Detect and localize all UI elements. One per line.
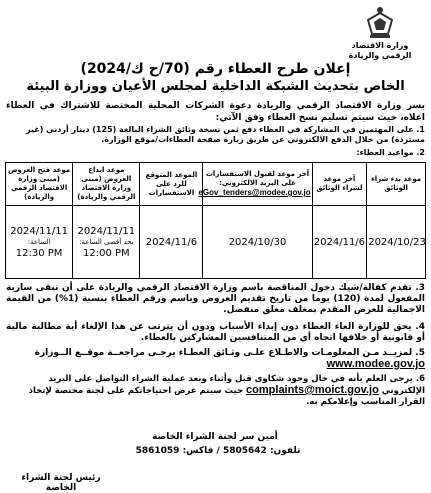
cell-reply-date: 2024/11/6 (140, 206, 203, 279)
cell-sale-start: 2024/10/23 (367, 206, 426, 279)
phone-number: 5805642 (222, 446, 267, 456)
header-opening: موعد فتح العروض (مبنى وزارة الاقتصاد الرقمي والريادة) (6, 163, 73, 206)
table-row (6, 206, 426, 279)
complaints-email-link[interactable]: complaints@moict.gov.jo (246, 384, 379, 396)
title-line2: الخاص بتحديث الشبكة الداخلية لمجلس الأعيان ووزارة البيئة (26, 79, 405, 94)
header-inquiry-deadline (198, 163, 312, 206)
item-6 (6, 374, 425, 408)
intro-paragraph: يسر وزارة الاقتصاد الرقمي والريادة دعوة الشركات المحلية المختصة للاشتراك في العطاء اعلاه، حيث سيتم تسليم نسخ العطاء وفق الآتي: (6, 101, 425, 123)
cell-opening (6, 206, 73, 279)
opening-date: 2024/11/11 (10, 225, 68, 237)
opening-note: الساعة: (27, 237, 51, 246)
header-inquiry-label: آخر موعد لقبول الاستفسارات على البريد الالكتروني: (205, 170, 310, 187)
phone-label: تلفون: (269, 446, 301, 456)
item-6-tail: حيث سيتم عرض احتياجاتكم على لجنة مختصة لإتخاذ القرار المناسب وإعلامكم به. (28, 386, 425, 407)
committee-chair-signature: رئيس لجنة الشراء الخاصة (21, 473, 101, 493)
announcement-title (10, 60, 421, 95)
cell-sale-end: 2024/11/6 (312, 206, 367, 279)
crown-emblem-icon (360, 4, 400, 40)
item-5-text: 5. لمزيــد مـن المعلومـات والاطـلاع علـى وثـائق العطـاء يرجـى مراجعــة موقــع الــوزارة (34, 348, 425, 358)
tenders-email-link[interactable]: eGov_tenders@modee.gov.jo (198, 188, 311, 197)
header-sale-start: موعد بدء شراء الوثائق (367, 163, 426, 206)
item-5 (6, 348, 425, 371)
item-2: 2. مواعيد العطاء: (356, 148, 425, 157)
ministry-name-line1: وزارة الاقتصاد (351, 41, 409, 50)
submission-note: بحد أقصى الساعة: (79, 237, 134, 246)
opening-time: 12:30 PM (15, 247, 63, 259)
procurement-secretary-signature: أمين سر لجنة الشراء الخاصة (152, 432, 278, 442)
cell-inquiry-deadline: 2024/10/30 (203, 206, 312, 279)
header-submission: موعد ايداع العروض (مبنى وزارة الاقتصاد الرقمي والريادة) (73, 163, 140, 206)
submission-time: 12:00 PM (83, 247, 130, 259)
fax-label: / فاكس: (182, 446, 220, 456)
submission-date: 2024/11/11 (77, 225, 136, 237)
cell-submission (73, 206, 140, 279)
ministry-logo (332, 4, 428, 60)
contact-line (118, 446, 318, 456)
ministry-website-link[interactable]: www.modee.gov.jo (326, 358, 425, 370)
tender-dates-table (5, 162, 426, 279)
fax-number: 5861059 (135, 446, 180, 456)
item-6-text: 6. يرجى العلم بأنه في حال وجود شكاوى قبل وأثناء وبعد عملية الشراء التواصل على البريد الإلكتروني (48, 374, 425, 396)
table-header-row (6, 163, 426, 206)
item-4: 4. يحق للوزارة الغاء العطاء دون إبداء الأسباب ودون أن يترتب عن هذا الإلغاء أية مطالبة مالية أو قانونية أو خلافها اتجاه أي من المتنافسين المشاركين بالعطاء. (6, 322, 425, 343)
item-3: 3. تقدم كفالة/شيك دخول المناقصة باسم وزارة الاقتصاد الرقمي والريادة على أن تبقى سارية المفعول لمدة (120) يوما من تاريخ تقديم العروض وباسم ورقم العطاء بنسبة (1%) من القيمة الاجمالية للعرض المقدم بمغلف مغلق منفصل. (6, 283, 425, 315)
title-line1: إعلان طرح العطاء رقم (70/ح ك/2024) (80, 61, 351, 77)
ministry-name-line2: الرقمي والريادة (348, 51, 412, 60)
header-sale-end: آخر موعد لشراء الوثائق (312, 163, 367, 206)
header-reply-date: الموعد المتوقع للرد على الاستفسارات (140, 163, 203, 206)
item-1: 1. على المهتمين في المشاركة في العطاء دفع ثمن نسخة وثائق الشراء البالغة (125) دينار أردني (غير مستردة) من خلال الدفع الالكتروني عن طريق زيارة صفحة العطاءات/موقع الوزارة. (25, 125, 425, 144)
